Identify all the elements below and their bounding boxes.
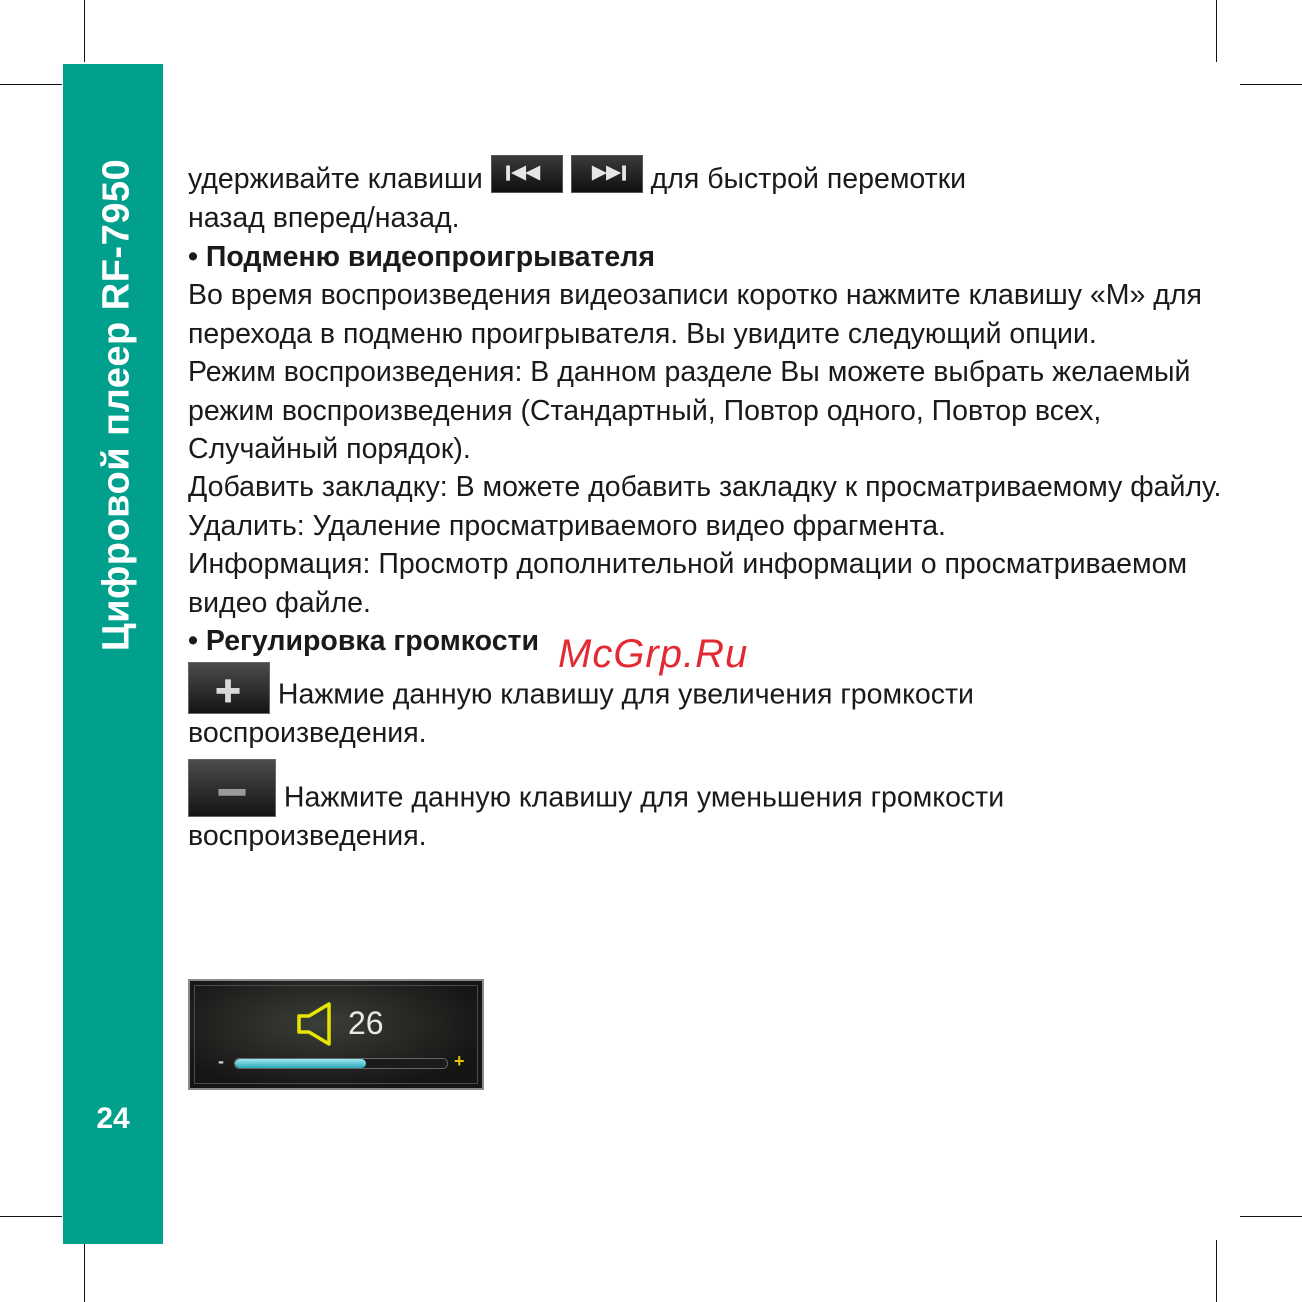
crop-mark [84, 1240, 85, 1302]
paragraph-play-mode: Режим воспроизведения: В данном разделе Вы можете выбрать желаемый режим воспроизведения (Стандартный, Повтор одного, Повтор всех, Случайный порядок). [188, 356, 1191, 465]
volume-minus-label: - [218, 1051, 224, 1071]
volume-slider-fill [235, 1059, 366, 1068]
speaker-icon [296, 1001, 340, 1047]
text-line1-after: для быстрой перемотки [642, 163, 967, 195]
paragraph-submenu-intro: Во время воспроизведения видеозаписи коротко нажмите клавишу «M» для перехода в подменю проигрывателя. Вы увидите следующий опции. [188, 279, 1202, 350]
crop-mark [0, 1216, 62, 1217]
text-volume-down: Нажмите данную клавишу для уменьшения громкости [276, 781, 1005, 814]
text-volume-up: Нажмие данную клавишу для увеличения громкости [270, 678, 974, 711]
crop-mark [1216, 0, 1217, 62]
text-volume-down-2: воспроизведения. [188, 819, 427, 852]
paragraph-rewind [188, 160, 1228, 199]
paragraph-info: Информация: Просмотр дополнительной информации о просматриваемом видео файле. [188, 548, 1188, 619]
minus-icon [188, 759, 276, 817]
page-content [188, 160, 1228, 855]
paragraph-delete: Удалить: Удаление просматриваемого видео фрагмента. [188, 509, 946, 542]
text-line1-before: удерживайте клавиши [188, 163, 491, 195]
plus-icon [188, 662, 270, 714]
volume-value: 26 [348, 1005, 384, 1041]
heading-video-submenu: • Подменю видеопроигрывателя [188, 240, 656, 273]
paragraph-bookmark: Добавить закладку: В можете добавить закладку к просматриваемому файлу. [188, 471, 1222, 504]
rewind-icon [491, 155, 563, 193]
watermark: McGrp.Ru [558, 632, 749, 676]
volume-widget [188, 979, 484, 1090]
page-number: 24 [96, 1102, 130, 1135]
text-volume-up-2: воспроизведения. [188, 717, 427, 750]
crop-mark [1240, 84, 1302, 85]
volume-plus-label: + [454, 1051, 465, 1071]
crop-mark [1240, 1216, 1302, 1217]
crop-mark [1216, 1240, 1217, 1302]
volume-slider[interactable] [234, 1058, 448, 1069]
heading-volume: • Регулировка громкости [188, 624, 540, 657]
paragraph-volume-down [188, 759, 1228, 817]
side-title: Цифровой плеер RF-7950 [95, 158, 138, 652]
fast-forward-icon [571, 155, 643, 193]
crop-mark [84, 0, 85, 62]
crop-mark [0, 84, 62, 85]
text-line2: назад вперед/назад. [188, 202, 460, 235]
